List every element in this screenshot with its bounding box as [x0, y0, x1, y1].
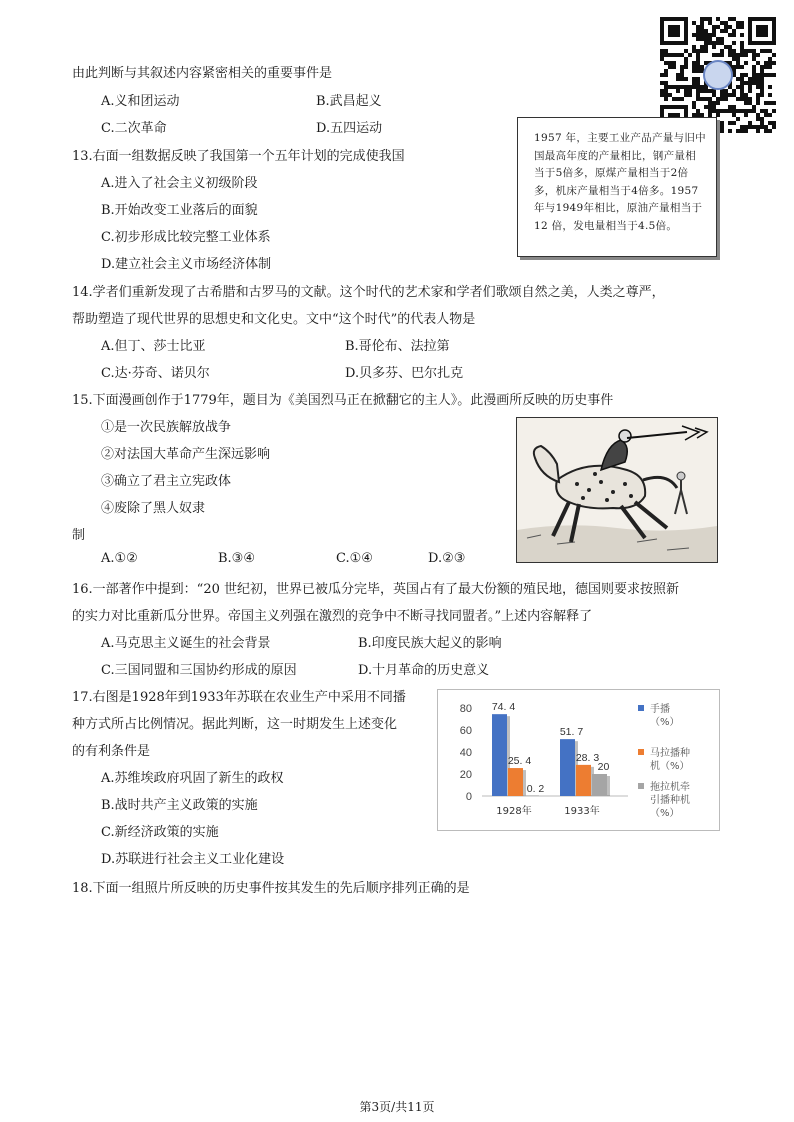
bar-shadow — [523, 770, 526, 796]
q15-option-c: C.①④ — [336, 551, 373, 566]
bar-2-1 — [508, 768, 523, 796]
data-label: 51. 7 — [559, 726, 584, 739]
q12-option-b: B.武昌起义 — [316, 94, 382, 109]
question-17-stem-line2: 种方式所占比例情况。据此判断，这一时期发生上述变化 — [72, 717, 398, 732]
question-12-intro: 由此判断与其叙述内容紧密相关的重要事件是 — [72, 66, 333, 81]
question-18-stem: 18.下面一组照片所反映的历史事件按其发生的先后顺序排列正确的是 — [72, 881, 470, 896]
y-tick-label: 80 — [459, 703, 472, 715]
bar-shadow — [607, 776, 610, 796]
q16-option-b: B.印度民族大起义的影响 — [358, 636, 502, 651]
sowing-method-chart — [437, 689, 720, 831]
question-15-stem: 15.下面漫画创作于1779年，题目为《美国烈马正在掀翻它的主人》。此漫画所反映的历史事件 — [72, 393, 614, 408]
q17-option-c: C.新经济政策的实施 — [101, 825, 219, 840]
question-13-stem: 13.右面一组数据反映了我国第一个五年计划的完成使我国 — [72, 149, 405, 164]
legend-label: （%） — [650, 717, 680, 728]
bar-3-1 — [524, 795, 539, 796]
q15-item-3: ③确立了君主立宪政体 — [101, 474, 232, 489]
q16-option-c: C.三国同盟和三国协约形成的原因 — [101, 663, 297, 678]
question-16-stem-line2: 的实力对比重新瓜分世界。帝国主义列强在激烈的竞争中不断寻找同盟者。”上述内容解释了 — [72, 609, 593, 624]
bar-2-2 — [576, 765, 591, 796]
data-label: 20 — [597, 761, 610, 773]
legend-label: 引播种机 — [650, 795, 690, 806]
data-label: 0. 2 — [526, 782, 545, 795]
y-tick-label: 60 — [459, 725, 472, 737]
q17-option-b: B.战时共产主义政策的实施 — [101, 798, 258, 813]
bar-1-1 — [492, 714, 507, 796]
y-tick-label: 40 — [459, 747, 472, 759]
y-tick-label: 20 — [459, 769, 472, 781]
question-14-stem-line1: 14.学者们重新发现了古希腊和古罗马的文献。这个时代的艺术家和学者们歌颂自然之美，人类之尊严， — [72, 285, 665, 300]
q15-item-4: ④废除了黑人奴隶 — [101, 501, 206, 516]
question-17-stem-line3: 的有利条件是 — [72, 744, 151, 759]
legend-label: （%） — [650, 808, 680, 819]
page-footer: 第3页/共11页 — [359, 1100, 435, 1114]
q13-option-d: D.建立社会主义市场经济体制 — [101, 257, 272, 272]
cartoon-horse-throwing-master — [516, 417, 718, 563]
x-tick-label: 1928年 — [496, 806, 532, 817]
q16-option-a: A.马克思主义诞生的社会背景 — [101, 636, 271, 651]
y-tick-label: 0 — [465, 791, 472, 803]
q15-option-a: A.①② — [101, 551, 138, 566]
legend-swatch-2 — [638, 749, 644, 755]
q13-option-a: A.进入了社会主义初级阶段 — [101, 176, 258, 191]
q15-continuation: 制 — [72, 528, 86, 543]
q14-option-a: A.但丁、莎士比亚 — [101, 339, 206, 354]
q12-option-d: D.五四运动 — [316, 121, 383, 136]
production-data-text: 1957 年，主要工业产品产量与旧中国最高年度的产量相比，钢产量相当于5倍多，原煤产量相当于2倍多，机床产量相当于4倍多。1957年与1949年相比，原油产量相当于12 倍，发电量相当于4.5倍。 — [534, 132, 706, 232]
legend-swatch-3 — [638, 783, 644, 789]
legend-label: 机（%） — [650, 761, 690, 772]
q15-item-2: ②对法国大革命产生深远影响 — [101, 447, 271, 462]
legend-swatch-1 — [638, 705, 644, 711]
q17-option-a: A.苏维埃政府巩固了新生的政权 — [101, 771, 284, 786]
bar-3-2 — [592, 774, 607, 796]
q15-option-b: B.③④ — [218, 551, 255, 566]
question-14-stem-line2: 帮助塑造了现代世界的思想史和文化史。文中“这个时代”的代表人物是 — [72, 312, 476, 327]
data-label: 74. 4 — [491, 701, 516, 714]
q12-option-a: A.义和团运动 — [101, 94, 180, 109]
x-tick-label: 1933年 — [564, 806, 600, 817]
q14-option-c: C.达·芬奇、诺贝尔 — [101, 366, 210, 381]
q13-option-b: B.开始改变工业落后的面貌 — [101, 203, 258, 218]
q13-option-c: C.初步形成比较完整工业体系 — [101, 230, 271, 245]
data-label: 25. 4 — [507, 755, 532, 768]
q15-item-1: ①是一次民族解放战争 — [101, 420, 232, 435]
question-17-stem-line1: 17.右图是1928年到1933年苏联在农业生产中采用不同播 — [72, 690, 406, 705]
q16-option-d: D.十月革命的历史意义 — [358, 663, 490, 678]
bar-1-2 — [560, 739, 575, 796]
q15-option-d: D.②③ — [428, 551, 466, 566]
q14-option-d: D.贝多芬、巴尔扎克 — [345, 366, 464, 381]
production-data-box — [517, 117, 717, 257]
q17-option-d: D.苏联进行社会主义工业化建设 — [101, 852, 285, 867]
question-16-stem-line1: 16.一部著作中提到：“20 世纪初，世界已被瓜分完毕，英国占有了最大份额的殖民地，德国则要求按照新 — [72, 582, 679, 597]
legend-label: 马拉播种 — [650, 748, 690, 759]
legend-label: 手播 — [650, 704, 670, 715]
legend-label: 拖拉机牵 — [650, 782, 690, 793]
q12-option-c: C.二次革命 — [101, 121, 167, 136]
q14-option-b: B.哥伦布、法拉第 — [345, 339, 450, 354]
data-label: 28. 3 — [575, 751, 600, 764]
chart-canvas — [438, 690, 719, 830]
qr-code — [660, 17, 776, 133]
